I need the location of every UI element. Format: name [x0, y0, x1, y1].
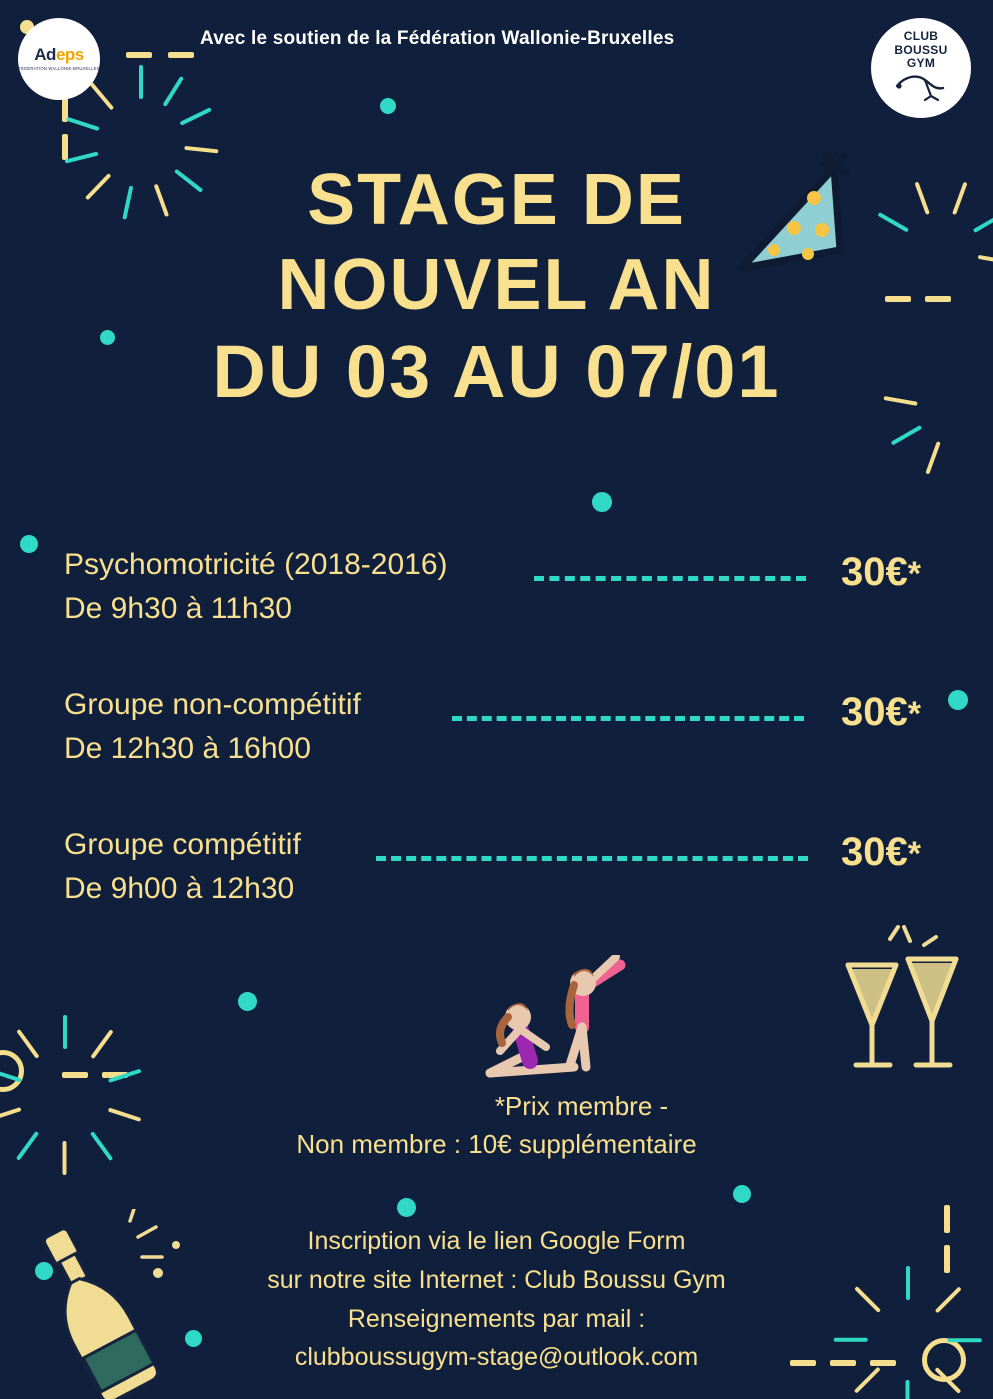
confetti-dot: [592, 492, 612, 512]
session-price: [841, 830, 921, 875]
adeps-logo-name-part2: eps: [55, 45, 84, 65]
title-line-3: DU 03 AU 07/01: [212, 329, 781, 413]
starburst-decoration: [138, 108, 140, 110]
price-star: *: [907, 695, 921, 733]
leader-line: [452, 716, 804, 721]
adeps-logo-subtitle: FÉDÉRATION WALLONIE-BRUXELLES: [18, 66, 100, 72]
leader-line: [534, 576, 806, 581]
confetti-dot: [238, 992, 257, 1011]
adeps-logo-name-part1: Ad: [34, 45, 56, 65]
session-time: De 9h00 à 12h30: [64, 872, 295, 905]
session-row: [0, 548, 993, 688]
confetti-dot: [380, 98, 396, 114]
session-label: Groupe non-compétitif: [64, 688, 361, 721]
confetti-ring: [0, 1050, 24, 1092]
gymnasts-illustration-icon: [470, 955, 660, 1100]
club-logo-line2: BOUSSU: [894, 42, 948, 57]
price-star: *: [907, 835, 921, 873]
footer-line-1: Inscription via le lien Google Form: [307, 1227, 686, 1255]
session-price: [841, 550, 921, 595]
session-price: [841, 690, 921, 735]
note-line-2: Non membre : 10€ supplémentaire: [296, 1128, 697, 1159]
dash-decoration: [62, 134, 68, 160]
confetti-dot: [733, 1185, 751, 1203]
price-amount: 30€: [841, 690, 908, 734]
party-hat-icon: [722, 150, 852, 290]
footer-line-3: Renseignements par mail :: [347, 1304, 646, 1333]
price-star: *: [907, 555, 921, 593]
title-line-1: STAGE DE: [307, 160, 686, 240]
price-note: [0, 1088, 993, 1163]
leader-line: [376, 856, 808, 861]
session-time: De 12h30 à 16h00: [64, 732, 311, 765]
sessions-list: [0, 548, 993, 968]
champagne-glasses-icon: [828, 925, 973, 1085]
footer-info: [0, 1222, 993, 1377]
confetti-dot: [397, 1198, 416, 1217]
gymnast-icon: [891, 70, 951, 102]
club-logo-line3: GYM: [906, 56, 936, 70]
title-line-2: NOUVEL AN: [277, 244, 716, 325]
footer-line-2: sur notre site Internet : Club Boussu Gym: [267, 1265, 726, 1294]
footer-email[interactable]: clubboussugym-stage@outlook.com: [294, 1343, 699, 1372]
dash-decoration: [62, 1072, 88, 1078]
dash-decoration: [126, 52, 152, 58]
price-amount: 30€: [841, 550, 908, 594]
note-line-1: *Prix membre -: [494, 1091, 669, 1121]
club-boussu-gym-logo: [871, 18, 971, 118]
adeps-logo: [18, 18, 100, 100]
session-time: De 9h30 à 11h30: [64, 592, 292, 625]
session-label: Groupe compétitif: [64, 828, 301, 861]
dash-decoration: [168, 52, 194, 58]
session-label: Psychomotricité (2018-2016): [64, 548, 448, 581]
club-logo-line1: CLUB: [903, 29, 939, 44]
starburst-decoration: [62, 1060, 64, 1062]
support-text: Avec le soutien de la Fédération Wallonie-Bruxelles: [200, 28, 675, 49]
price-amount: 30€: [841, 830, 908, 874]
session-row: [0, 688, 993, 828]
